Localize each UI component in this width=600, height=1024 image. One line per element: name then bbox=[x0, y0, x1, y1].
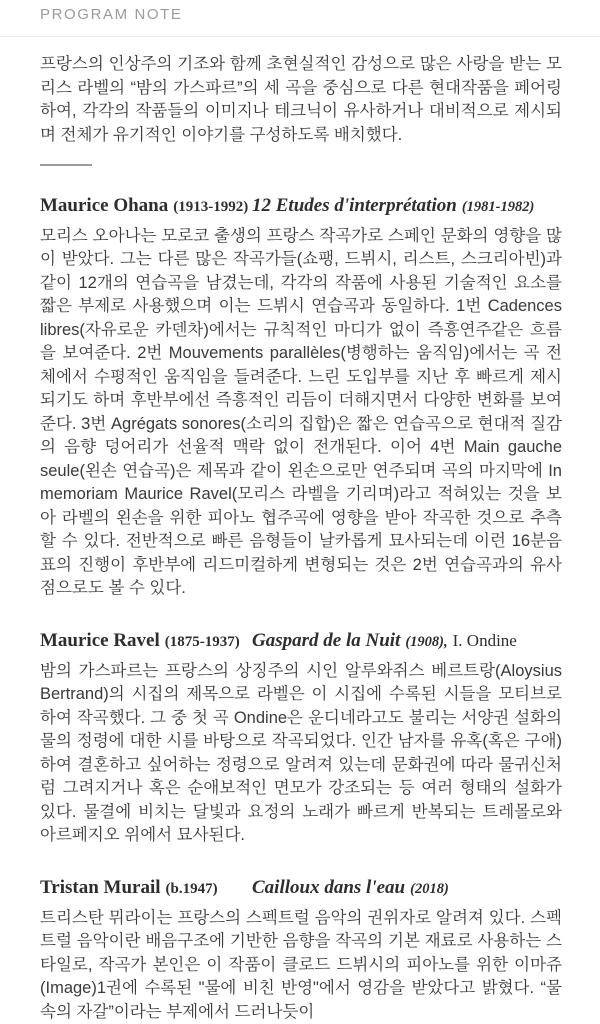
section-divider bbox=[40, 164, 92, 166]
page-content bbox=[0, 37, 600, 1024]
program-note-text: 트리스탄 뮈라이는 프랑스의 스펙트럴 음악의 권위자로 알려져 있다. 스펙트럴 음악이란 배음구조에 기반한 음향을 작곡의 기본 재료로 사용하는 스타일로, 작곡가 본인은 이 작품이 클로드 드뷔시의 피아노를 위한 이마쥬(Image)1권에 수록된 "물에 비친 반영"에서 영감을 받았다고 밝혔다. “물 속의 자갈”이라는 부제에서 드러나듯이 bbox=[40, 908, 562, 1021]
work-title: 12 Etudes d'interprétation bbox=[252, 195, 457, 216]
work-dates: (1981-1982) bbox=[461, 199, 535, 215]
composer-name: Maurice Ravel bbox=[40, 629, 160, 651]
composer-heading bbox=[40, 878, 252, 898]
work-dates: (2018) bbox=[410, 880, 449, 897]
section-heading bbox=[40, 196, 562, 216]
movement-label: I. Ondine bbox=[452, 630, 517, 650]
section-murail bbox=[40, 878, 562, 1024]
program-note-text: 모리스 오아나는 모로코 출생의 프랑스 작곡가로 스페인 문화의 영향을 많이 받았다. 그는 다른 많은 작곡가들(쇼팽, 드뷔시, 리스트, 스크리아빈)과 같이 12개의 연습곡을 남겼는데, 각각의 작품에 사용된 기술적인 요소를 짧은 부제로 사용했으며 이는 드뷔시 연습곡과 동일하다. 1번 Cadences libres(자유로운 카덴차)에서는 규칙적인 마디가 없이 즉흥연주같은 흐름을 보여준다. 2번 Mouvements parallèles(병행하는 움직임)에서는 곡 전체에서 수평적인 움직임을 들려준다. 느린 도입부를 지난 후 빠르게 제시되기도 하며 후반부에선 즉흥적인 리듬이 더해지면서 다양한 변화를 보여준다. 3번 Agrégats sonores(소리의 집합)은 짧은 연습곡으로 현대적 질감의 음향 덩어리가 선율적 맥락 없이 전개된다. 이어 4번 Main gauche seule(왼손 연습곡)은 제목과 같이 왼손으로만 연주되며 곡의 마지막에 In memoriam Maurice Ravel(모리스 라벨을 기리며)라고 적혀있는 것을 보아 라벨의 왼손을 위한 피아노 협주곡에 영향을 받아 작곡한 것으로 추측할 수 있다. 전반적으로 빠른 음형들이 날카롭게 묘사되는데 이런 16분음표의 진행이 후반부에 리드미컬하게 변형되는 것은 2번 연습곡과의 유사점으로도 볼 수 있다. bbox=[40, 226, 562, 598]
composer-name: Maurice Ohana bbox=[40, 195, 169, 216]
section-heading bbox=[40, 631, 562, 651]
composer-name: Tristan Murail bbox=[40, 876, 161, 898]
work-dates: (1908), bbox=[405, 633, 448, 650]
section-heading bbox=[40, 878, 562, 898]
work-heading bbox=[252, 196, 562, 216]
work-heading bbox=[252, 878, 562, 898]
composer-heading bbox=[40, 196, 252, 216]
work-heading bbox=[252, 631, 562, 651]
composer-dates: (1913-1992) bbox=[173, 199, 249, 215]
program-note-page bbox=[0, 6, 600, 1021]
work-title: Gaspard de la Nuit bbox=[252, 629, 401, 651]
section-ravel bbox=[40, 631, 562, 848]
section-ohana bbox=[40, 196, 562, 601]
page-kicker: PROGRAM NOTE bbox=[40, 6, 183, 23]
composer-heading bbox=[40, 631, 252, 651]
composer-dates: (b.1947) bbox=[165, 880, 218, 897]
work-title: Cailloux dans l'eau bbox=[252, 876, 406, 898]
intro-paragraph: 프랑스의 인상주의 기조와 함께 초현실적인 감성으로 많은 사랑을 받는 모리스 라벨의 “밤의 가스파르”의 세 곡을 중심으로 다른 현대작품을 페어링하여, 각각의 작품들의 이미지나 테크닉이 유사하거나 대비적으로 제시되며 전체가 유기적인 이야기를 구성하도록 배치했다. bbox=[40, 55, 562, 144]
program-note-text: 밤의 가스파르는 프랑스의 상징주의 시인 알루와쥐스 베르트랑(Aloysius Bertrand)의 시집의 제목으로 라벨은 이 시집에 수록된 시들을 모티브로 하여 작곡했다. 그 중 첫 곡 Ondine은 운디네라고도 불리는 서양권 설화의 물의 정령에 대한 시를 바탕으로 작곡되었다. 인간 남자를 유혹(혹은 구애)하여 결혼하고 싶어하는 정령으로 알려져 있는데 문화권에 따라 물귀신처럼 그려지거나 혹은 순애보적인 면모가 강조되는 등 여러 형태의 설화가 있다. 물결에 비치는 달빛과 요정의 노래가 빠르게 반복되는 트레몰로와 아르페지오 위에서 묘사된다. bbox=[40, 661, 562, 845]
composer-dates: (1875-1937) bbox=[164, 633, 240, 650]
